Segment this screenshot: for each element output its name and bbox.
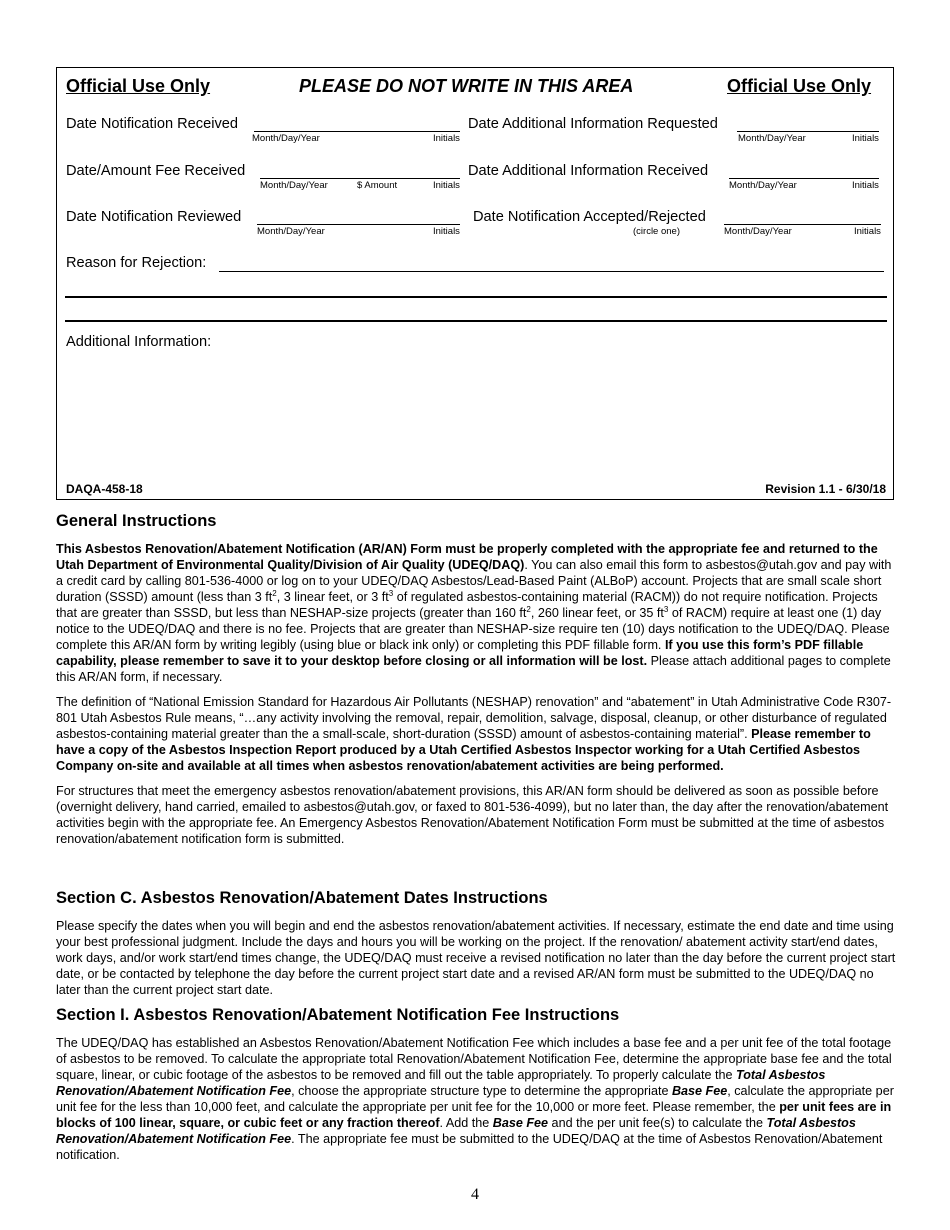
mdy-caption: Month/Day/Year	[724, 226, 792, 237]
date-addl-info-received-label: Date Additional Information Received	[468, 163, 709, 179]
general-instructions-heading: General Instructions	[56, 512, 217, 530]
additional-information-area[interactable]	[66, 356, 884, 476]
revision-label: Revision 1.1 - 6/30/18	[765, 482, 886, 496]
general-p1-bold: If you use this form’s PDF fillable capability, please remember to save it to your desktop before closing or all information will be lost.	[56, 638, 864, 668]
initials-caption: Initials	[852, 180, 879, 191]
section-c-heading: Section C. Asbestos Renovation/Abatement Dates Instructions	[56, 889, 548, 907]
mdy-caption: Month/Day/Year	[738, 133, 806, 144]
initials-caption: Initials	[433, 133, 460, 144]
divider-rule	[65, 296, 887, 298]
official-use-left-title: Official Use Only	[66, 76, 211, 96]
initials-caption: Initials	[852, 133, 879, 144]
additional-information-label: Additional Information:	[66, 334, 212, 350]
superscript: 2	[272, 588, 277, 598]
general-paragraph-1	[56, 541, 896, 685]
amount-caption: $ Amount	[357, 180, 398, 191]
form-id: DAQA-458-18	[66, 482, 143, 496]
general-p2-bold: Please remember to have a copy of the Asbestos Inspection Report produced by a Utah Certified Asbestos Inspector working for a Utah Certified Asbestos Company on-site and available at all times when asbestos renovation/abatement activities are being performed.	[56, 727, 871, 773]
date-addl-info-received-field[interactable]	[729, 178, 879, 179]
general-p1-text: Please attach additional pages to complete this AR/AN form, if necessary.	[56, 654, 891, 684]
official-use-box	[56, 67, 894, 500]
general-p2-text: The definition of “National Emission Standard for Hazardous Air Pollutants (NESHAP) renovation” and “abatement” in Utah Administrative Code R307-801 Utah Asbestos Rule means, “…any activity involving the removal, repair, demolition, salvage, disposal, cleanup, or other disturbance of regulated asbestos-containing material greater than the a small-scale, short-duration (SSSD) amount of asbestos-containing material”.	[56, 695, 892, 741]
initials-caption: Initials	[433, 226, 460, 237]
general-paragraph-3: For structures that meet the emergency asbestos renovation/abatement provisions, this AR/AN form should be delivered as soon as possible before (overnight delivery, hand carried, emailed to asbestos@utah.gov, or faxed to 801-536-4099), but no later than, the day after the renovation/abatement activities begin with the appropriate fee. An Emergency Asbestos Renovation/Abatement Notification Form must be submitted at the time of asbestos renovation/abatement notification form is submitted.	[56, 784, 889, 846]
section-i-heading: Section I. Asbestos Renovation/Abatement Notification Fee Instructions	[56, 1006, 620, 1024]
section-c-body	[56, 918, 896, 998]
superscript: 3	[388, 588, 394, 598]
mdy-caption: Month/Day/Year	[257, 226, 325, 237]
section-i-bold-italic: Total Asbestos Renovation/Abatement Notification Fee	[56, 1116, 856, 1146]
date-notification-reviewed-label: Date Notification Reviewed	[66, 209, 242, 225]
circle-one-caption: (circle one)	[633, 226, 680, 237]
section-i-body	[56, 1035, 896, 1163]
section-i-text: , calculate the appropriate per unit fee for the less than 10,000 feet, and calculate the appropriate per unit fee for the 10,000 or more feet. Please remember, the	[56, 1084, 894, 1114]
section-i-text: and the per unit fee(s) to calculate the	[548, 1116, 767, 1130]
general-instructions-body	[56, 541, 896, 847]
general-p1-text: . You can also email this form to asbestos@utah.gov and pay with a credit card by calling 801-536-4000 or log on to your UDEQ/DAQ Asbestos/Lead-Based Paint (ALBoP) account. Projects that are small scale short duration (SSSD) amount (less than 3 ft	[56, 558, 892, 604]
date-addl-info-requested-label: Date Additional Information Requested	[468, 116, 718, 132]
section-i-text: , choose the appropriate structure type to determine the appropriate	[291, 1084, 672, 1098]
date-amount-fee-received-label: Date/Amount Fee Received	[66, 163, 246, 179]
section-i-bold-italic: Base Fee	[492, 1116, 549, 1130]
initials-caption: Initials	[433, 180, 460, 191]
section-i-bold-italic: Total Asbestos Renovation/Abatement Notification Fee	[56, 1068, 826, 1098]
date-notification-received-field[interactable]	[254, 131, 460, 132]
initials-caption: Initials	[854, 226, 881, 237]
reason-for-rejection-label: Reason for Rejection:	[66, 255, 207, 271]
date-addl-info-requested-field[interactable]	[737, 131, 879, 132]
date-notification-received-label: Date Notification Received	[66, 116, 238, 132]
official-use-right-title: Official Use Only	[727, 76, 872, 96]
general-paragraph-2	[56, 694, 896, 774]
date-amount-fee-received-field[interactable]	[260, 178, 460, 179]
general-p1-text: of RACM) require at least one (1) day notice to the UDEQ/DAQ and there is no fee. Projects that are greater than NESHAP-size require ten (10) days notification to the UDEQ/DAQ. Please complete this AR/AN form by writing legibly (using blue or black ink only) or completing this PDF fillable form.	[56, 606, 890, 652]
page-number: 4	[471, 1186, 479, 1203]
reason-for-rejection-field[interactable]	[219, 271, 884, 272]
section-i-text: . Add the	[439, 1116, 493, 1130]
general-p1-text: , 3 linear feet, or 3 ft	[276, 590, 389, 604]
section-i-text: . The appropriate fee must be submitted to the UDEQ/DAQ at the time of Asbestos Renovation/Abatement notification.	[56, 1132, 883, 1162]
section-i-bold-italic: Base Fee	[671, 1084, 728, 1098]
date-notification-reviewed-field[interactable]	[257, 224, 460, 225]
general-p1-text: , 260 linear feet, or 35 ft	[530, 606, 664, 620]
divider-rule	[65, 320, 887, 322]
general-p1-text: of regulated asbestos-containing material (RACM)) do not require notification. Projects that are greater than SSSD, but less than NESHAP-size projects (greater than 160 ft	[56, 590, 878, 620]
date-accepted-rejected-label: Date Notification Accepted/Rejected	[473, 209, 706, 225]
mdy-caption: Month/Day/Year	[260, 180, 328, 191]
section-i-bold: per unit fees are in blocks of 100 linear, square, or cubic feet or any fraction thereof	[56, 1100, 892, 1130]
superscript: 2	[526, 604, 531, 614]
mdy-caption: Month/Day/Year	[729, 180, 797, 191]
mdy-caption: Month/Day/Year	[252, 133, 320, 144]
do-not-write-title: PLEASE DO NOT WRITE IN THIS AREA	[299, 76, 634, 96]
section-i-paragraph	[56, 1035, 896, 1163]
superscript: 3	[663, 604, 669, 614]
section-c-paragraph: Please specify the dates when you will begin and end the asbestos renovation/abatement activities. If necessary, estimate the end date and time using your best professional judgment. Include the days and hours you will be working on the project. If the renovation/ abatement activity start/end dates, work days, and/or work start/end times change, the UDEQ/DAQ must receive a revised notification no later than the day before the current project start date, or be contacted by telephone the day before the current project start date and a revised AR/AN form must be submitted to the UDEQ/DAQ no later than the current project start date.	[56, 919, 896, 997]
date-accepted-rejected-field[interactable]	[724, 224, 881, 225]
general-p1-bold: This Asbestos Renovation/Abatement Notification (AR/AN) Form must be properly completed with the appropriate fee and returned to the Utah Department of Environmental Quality/Division of Air Quality (UDEQ/DAQ)	[56, 542, 878, 572]
section-i-text: The UDEQ/DAQ has established an Asbestos Renovation/Abatement Notification Fee which includes a base fee and a per unit fee of the total footage of asbestos to be removed. To calculate the appropriate total Renovation/Abatement Notification Fee, determine the appropriate base fee and the total square, linear, or cubic footage of the asbestos to be removed and fill out the table appropriately. To properly calculate the	[56, 1036, 892, 1082]
